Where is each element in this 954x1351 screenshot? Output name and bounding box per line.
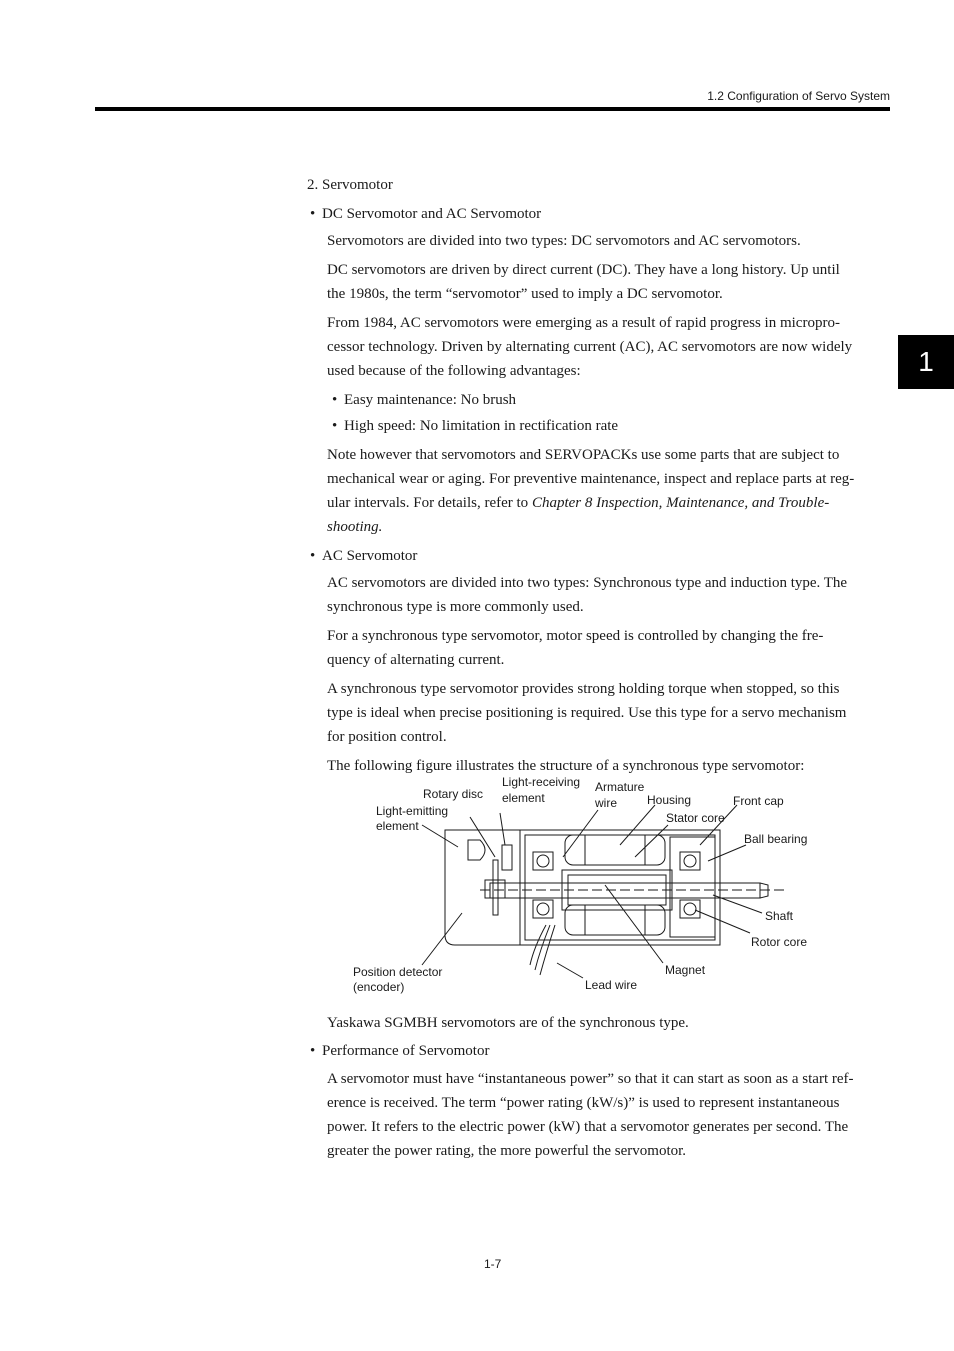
page-number: 1-7: [484, 1257, 502, 1271]
text-line: For a synchronous type servomotor, motor speed is controlled by changing the fre-: [327, 628, 824, 644]
bullet-ac: [310, 544, 417, 568]
bullet-dot: •: [332, 418, 338, 434]
label-armature-wire: wire: [595, 796, 618, 810]
paragraph: [327, 1011, 891, 1035]
text-line: type is ideal when precise positioning is required. Use this type for a servo mechanism: [327, 705, 847, 721]
stator-top: [565, 835, 665, 865]
bullet-dot: •: [332, 392, 338, 408]
label-lead-wire: Lead wire: [585, 978, 638, 992]
list-item: [332, 414, 618, 438]
label-rotary-disc: Rotary disc: [423, 787, 484, 801]
paragraph: [327, 1067, 891, 1163]
text-line: Note however that servomotors and SERVOPACKs use some parts that are subject to: [327, 447, 840, 463]
bullet-dot: •: [310, 548, 316, 564]
subheading-ac: AC Servomotor: [322, 548, 418, 564]
text-line: DC servomotors are driven by direct current (DC). They have a long history. Up until: [327, 262, 840, 278]
label-light-receiving: element: [502, 791, 545, 805]
text-line: the 1980s, the term “servomotor” used to imply a DC servomotor.: [327, 286, 723, 302]
advantage-text: Easy maintenance: No brush: [344, 392, 517, 408]
text-line: cessor technology. Driven by alternating current (AC), AC servomotors are now widely: [327, 339, 853, 355]
label-light-emitting: element: [376, 819, 419, 833]
running-header: 1.2 Configuration of Servo System: [707, 89, 890, 103]
label-shaft: Shaft: [765, 909, 794, 923]
label-housing: Housing: [647, 793, 692, 807]
label-front-cap: Front cap: [733, 794, 784, 808]
encoder-housing: [445, 830, 520, 945]
bullet-dot: •: [310, 206, 316, 222]
bullet-dot: •: [310, 1043, 316, 1059]
bullet-dc-ac: [310, 202, 541, 226]
text-line: used because of the following advantages:: [327, 363, 581, 379]
label-stator-core: Stator core: [666, 811, 725, 825]
text-line: greater the power rating, the more powerful the servomotor.: [327, 1143, 687, 1159]
paragraph: [327, 311, 891, 383]
advantage-text: High speed: No limitation in rectification rate: [344, 418, 619, 434]
chapter-tab: 1: [898, 335, 954, 389]
header-rule: [95, 107, 890, 111]
paragraph: [327, 571, 891, 619]
paragraph: [327, 677, 891, 749]
chapter-reference: Chapter 8 Inspection, Maintenance, and Trouble-: [531, 495, 830, 511]
paragraph: [327, 624, 891, 672]
label-position-detector: (encoder): [353, 980, 405, 994]
label-ball-bearing: Ball bearing: [744, 832, 808, 846]
text-line: synchronous type is more commonly used.: [327, 599, 584, 615]
text-line: power. It refers to the electric power (kW) that a servomotor generates per second. The: [327, 1119, 849, 1135]
paragraph: [327, 443, 891, 539]
text-line: for position control.: [327, 729, 447, 745]
bullet-performance: [310, 1039, 489, 1063]
text-line: The following figure illustrates the structure of a synchronous type servomotor:: [327, 758, 805, 774]
text-line: Servomotors are divided into two types: DC servomotors and AC servomotors.: [327, 233, 801, 249]
paragraph: [327, 258, 891, 306]
motor-housing: [520, 830, 720, 945]
text-line: erence is received. The term “power rating (kW/s)” is used to represent instantaneous: [327, 1095, 840, 1111]
lead-wires: [530, 925, 555, 975]
servomotor-structure-diagram: [350, 775, 830, 1000]
text-line: A servomotor must have “instantaneous power” so that it can start as soon as a start ref-: [327, 1071, 854, 1087]
list-item: [332, 388, 516, 412]
rotary-disc: [493, 860, 498, 915]
subheading-performance: Performance of Servomotor: [322, 1043, 490, 1059]
text-line: mechanical wear or aging. For preventive maintenance, inspect and replace parts at reg-: [327, 471, 855, 487]
label-light-emitting: Light-emitting: [376, 804, 449, 818]
text-line: From 1984, AC servomotors were emerging as a result of rapid progress in micropro-: [327, 315, 840, 331]
light-emitting-element: [468, 840, 485, 860]
subheading-dc-ac: DC Servomotor and AC Servomotor: [322, 206, 542, 222]
label-light-receiving: Light-receiving: [502, 775, 581, 789]
label-position-detector: Position detector: [353, 965, 443, 979]
text-line: ular intervals. For details, refer to: [327, 495, 532, 511]
light-receiving-element: [502, 845, 512, 870]
label-magnet: Magnet: [665, 963, 706, 977]
text-line: AC servomotors are divided into two types: Synchronous type and induction type. The: [327, 575, 848, 591]
label-rotor-core: Rotor core: [751, 935, 808, 949]
chapter-reference: shooting.: [327, 519, 383, 535]
text-line: A synchronous type servomotor provides strong holding torque when stopped, so this: [327, 681, 840, 697]
label-armature-wire: Armature: [595, 780, 645, 794]
paragraph: [327, 229, 891, 253]
section-heading: 2. Servomotor: [307, 177, 393, 193]
text-line: quency of alternating current.: [327, 652, 505, 668]
text-line: Yaskawa SGMBH servomotors are of the synchronous type.: [327, 1015, 689, 1031]
